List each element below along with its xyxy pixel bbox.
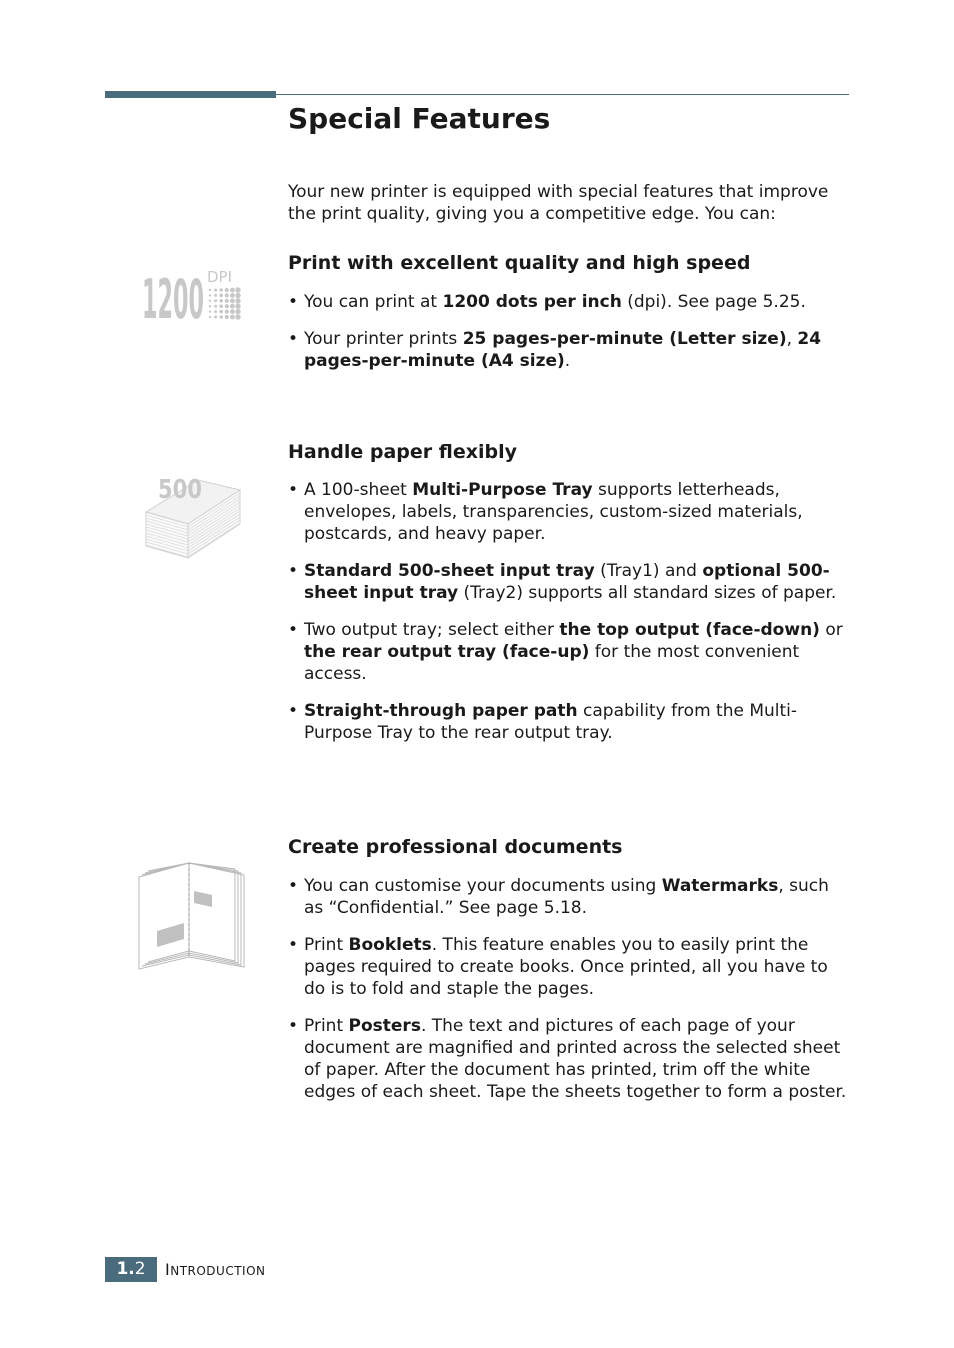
emphasis-text: 25 pages-per-minute (Letter size): [462, 329, 787, 349]
bullet-glyph: •: [288, 876, 299, 896]
halftone-dot: [230, 298, 235, 303]
emphasis-text: 1200 dots per inch: [442, 292, 622, 312]
section-heading-paper: Handle paper flexibly: [288, 441, 517, 463]
body-text: . This feature enables you to easily print the pages required to create books. Once printed, all you have to do is to fold and staple the pages.: [304, 935, 828, 999]
bullet-glyph: •: [288, 935, 299, 955]
paper-count: 500: [158, 475, 202, 505]
dpi-number: 1200: [142, 268, 204, 322]
feature-item: [288, 1015, 850, 1103]
halftone-dot: [230, 293, 235, 298]
halftone-dot: [225, 304, 229, 308]
halftone-dot: [209, 310, 211, 312]
body-text: Print: [304, 935, 349, 955]
halftone-dot: [219, 288, 223, 292]
paper-stack-500-icon: [142, 474, 244, 562]
emphasis-text: 24 pages-per-minute (A4 size): [304, 329, 822, 371]
halftone-dot: [214, 289, 217, 292]
halftone-dot: [225, 310, 229, 314]
halftone-dot: [219, 304, 223, 308]
emphasis-text: Multi-Purpose Tray: [412, 480, 593, 500]
chapter-label-initial: I: [165, 1260, 171, 1279]
bullet-glyph: •: [288, 480, 299, 500]
halftone-dot: [225, 299, 229, 303]
body-text: (Tray2) supports all standard sizes of paper.: [458, 583, 837, 603]
body-text: A 100-sheet: [304, 480, 413, 500]
halftone-dot: [230, 288, 235, 293]
halftone-dot: [214, 305, 217, 308]
halftone-dot: [214, 294, 217, 297]
halftone-dot: [219, 310, 223, 314]
body-text: You can customise your documents using: [304, 876, 662, 896]
halftone-dot: [209, 289, 211, 291]
chapter-label-rest: NTRODUCTION: [170, 1264, 266, 1278]
body-text: Your printer prints: [304, 329, 463, 349]
halftone-dot: [225, 315, 229, 319]
halftone-dot: [235, 309, 240, 314]
emphasis-text: the rear output tray (face-up): [304, 642, 590, 662]
emphasis-text: Booklets: [348, 935, 432, 955]
header-rule-thin: [276, 94, 849, 95]
section-heading-quality: Print with excellent quality and high speed: [288, 252, 751, 274]
open-booklet-icon: [136, 861, 250, 971]
body-text: .: [564, 351, 571, 371]
halftone-dot: [235, 314, 240, 319]
dpi-unit: DPI: [207, 268, 233, 286]
body-text: . The text and pictures of each page of your document are magnified and printed across the selected sheet of paper. After the document has printed, trim off the white edges of each sheet. Tape the sheets together to form a poster.: [304, 1016, 847, 1102]
halftone-dot: [235, 287, 240, 292]
body-text: capability from the Multi-Purpose Tray to the rear output tray.: [304, 701, 798, 743]
emphasis-text: the top output (face-down): [559, 620, 820, 640]
halftone-dot: [230, 309, 235, 314]
body-text: You can print at: [304, 292, 443, 312]
feature-item: [288, 291, 850, 313]
emphasis-text: Straight-through paper path: [304, 701, 578, 721]
page-title: Special Features: [288, 102, 551, 135]
page-number: 2: [134, 1259, 146, 1279]
bullet-glyph: •: [288, 329, 299, 349]
paper-feature-list: [288, 479, 850, 759]
body-text: ,: [786, 329, 798, 349]
body-text: supports letterheads, envelopes, labels, transparencies, custom-sized materials, postcards, and heavy paper.: [304, 480, 803, 544]
feature-item: [288, 619, 850, 685]
halftone-dot: [235, 293, 240, 298]
emphasis-text: Standard 500-sheet input tray: [304, 561, 595, 581]
body-text: (dpi). See page 5.25.: [621, 292, 806, 312]
halftone-dot: [225, 288, 229, 292]
halftone-dot: [219, 299, 223, 303]
chapter-number: 1.: [116, 1259, 135, 1279]
halftone-dot: [230, 315, 235, 320]
body-text: , such as “Confidential.” See page 5.18.: [304, 876, 829, 918]
feature-item: [288, 328, 850, 372]
header-rule-thick: [105, 91, 276, 98]
halftone-dot: [219, 294, 223, 298]
halftone-dot: [209, 305, 211, 307]
section-heading-documents: Create professional documents: [288, 836, 623, 858]
emphasis-text: optional 500-sheet input tray: [304, 561, 830, 603]
feature-item: [288, 700, 850, 744]
bullet-glyph: •: [288, 620, 299, 640]
halftone-dot: [209, 294, 211, 296]
feature-item: [288, 875, 850, 919]
halftone-dot: [225, 293, 229, 297]
halftone-dot: [214, 299, 217, 302]
halftone-dot: [219, 315, 223, 319]
chapter-label: [165, 1260, 266, 1279]
body-text: (Tray1) and: [594, 561, 703, 581]
bullet-glyph: •: [288, 701, 299, 721]
halftone-dot: [209, 316, 211, 318]
bullet-glyph: •: [288, 292, 299, 312]
body-text: or: [819, 620, 843, 640]
emphasis-text: Watermarks: [661, 876, 779, 896]
intro-paragraph: Your new printer is equipped with special features that improve the print quality, giving you a competitive edge. You can:: [288, 182, 829, 224]
dpi-1200-icon: [140, 266, 242, 322]
body-text: Two output tray; select either: [304, 620, 560, 640]
feature-item: [288, 560, 850, 604]
quality-feature-list: [288, 291, 850, 387]
feature-item: [288, 479, 850, 545]
page-number-box: [105, 1257, 157, 1282]
halftone-dot: [230, 304, 235, 309]
halftone-dot: [214, 310, 217, 313]
halftone-dot: [209, 300, 211, 302]
documents-feature-list: [288, 875, 850, 1118]
body-text: for the most convenient access.: [304, 642, 800, 684]
emphasis-text: Posters: [348, 1016, 421, 1036]
halftone-dot: [214, 316, 217, 319]
halftone-dot: [235, 304, 240, 309]
bullet-glyph: •: [288, 1016, 299, 1036]
halftone-dot: [235, 298, 240, 303]
bullet-glyph: •: [288, 561, 299, 581]
feature-item: [288, 934, 850, 1000]
body-text: Print: [304, 1016, 349, 1036]
